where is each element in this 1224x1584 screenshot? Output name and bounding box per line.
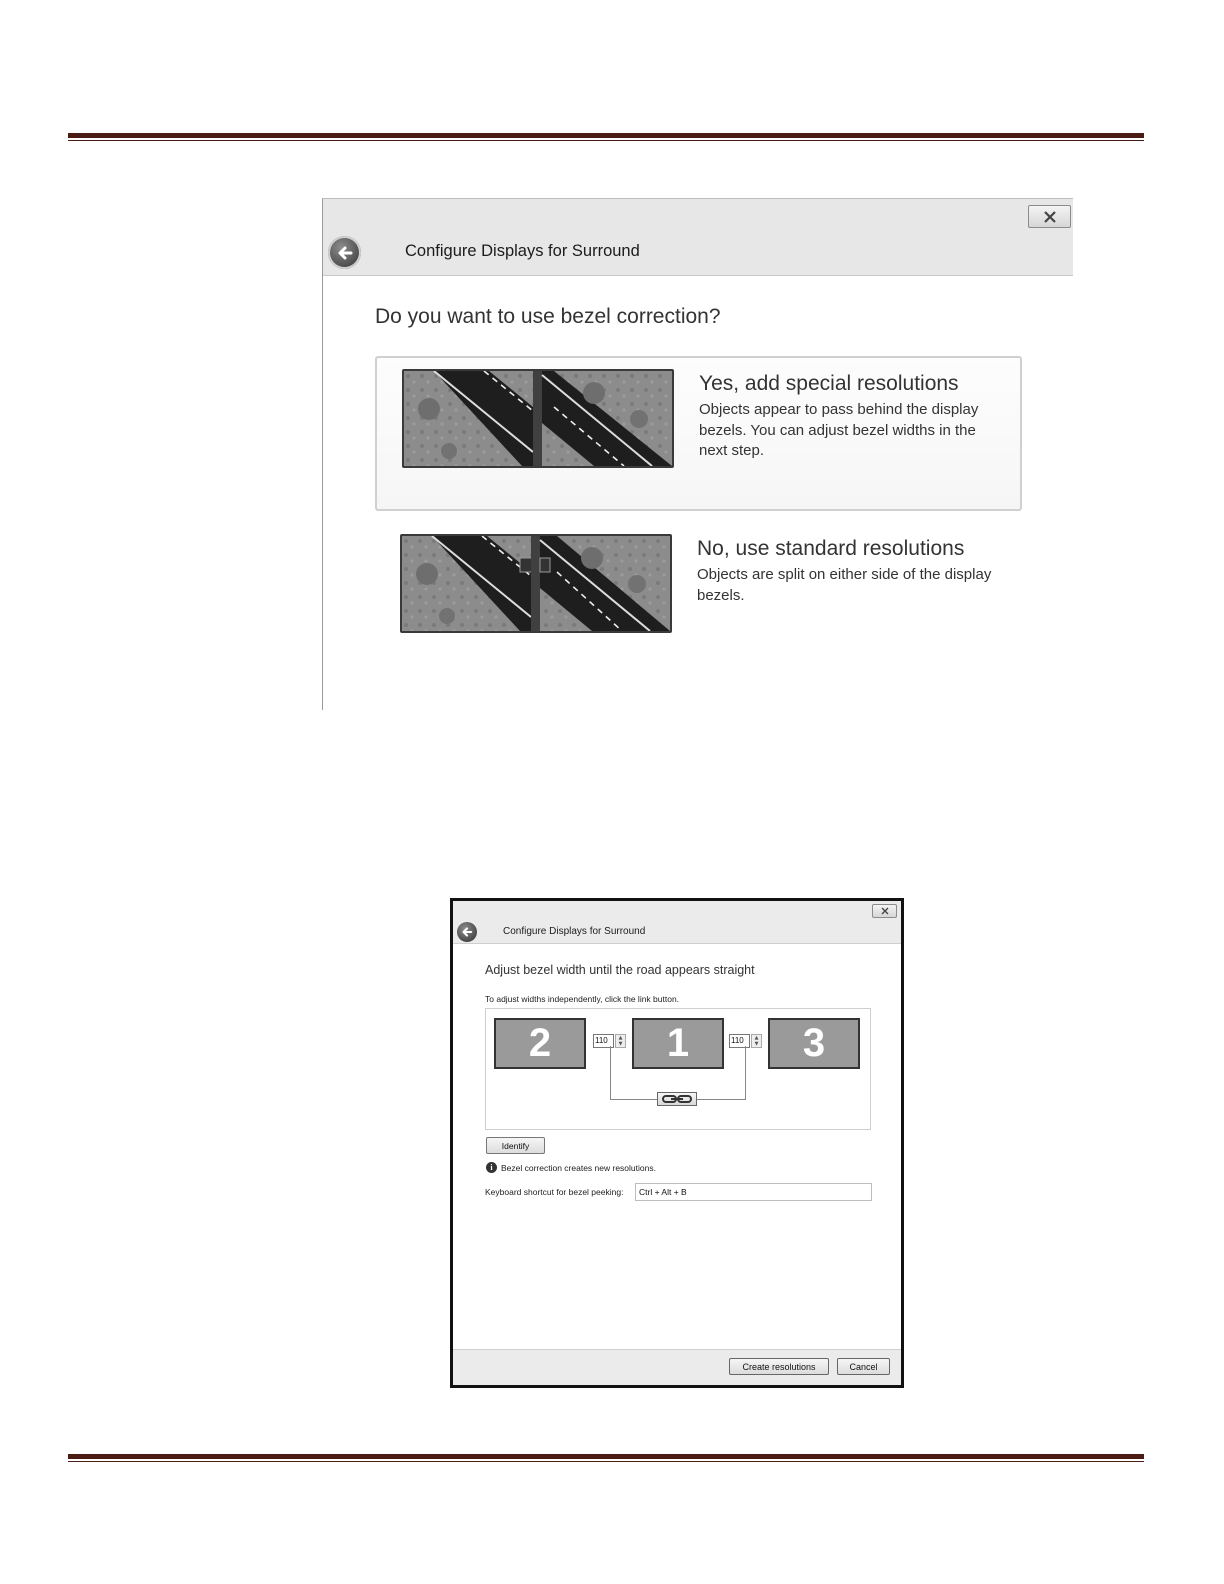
stepper-arrows-icon[interactable]: ▲ ▼ xyxy=(615,1034,626,1048)
stepper-arrows-icon[interactable]: ▲ ▼ xyxy=(751,1034,762,1048)
dialog-titlebar xyxy=(323,199,1073,276)
page-heading: Adjust bezel width until the road appears straight xyxy=(485,963,755,977)
close-button[interactable] xyxy=(872,904,897,918)
close-icon xyxy=(1042,211,1058,223)
option-yes-special-resolutions[interactable] xyxy=(375,356,1022,511)
close-icon xyxy=(880,907,890,915)
bezel-width-input[interactable]: 110 xyxy=(729,1034,750,1048)
back-arrow-icon xyxy=(460,925,474,939)
monitor-2[interactable]: 2 xyxy=(494,1018,586,1069)
dialog-titlebar xyxy=(453,901,901,944)
standard-preview-image xyxy=(400,534,672,633)
back-arrow-icon xyxy=(335,243,355,263)
option-description: Objects are split on either side of the display bezels. xyxy=(697,566,992,604)
bezel-correction-dialog xyxy=(322,198,1073,710)
link-hint-text: To adjust widths independently, click the link button. xyxy=(485,994,680,1004)
bezel-width-dialog xyxy=(450,898,904,1388)
back-button[interactable] xyxy=(457,922,477,942)
shortcut-label: Keyboard shortcut for bezel peeking: xyxy=(485,1187,624,1197)
bezel-width-input[interactable]: 110 xyxy=(593,1034,614,1048)
link-icon xyxy=(661,1094,693,1104)
option-title: No, use standard resolutions xyxy=(697,537,965,560)
bezel-corrected-preview-image xyxy=(402,369,674,468)
display-arrangement-panel xyxy=(485,1008,871,1130)
monitor-1[interactable]: 1 xyxy=(632,1018,724,1069)
dialog-title: Configure Displays for Surround xyxy=(503,926,646,937)
identify-button[interactable]: Identify xyxy=(486,1137,545,1154)
option-description: Objects appear to pass behind the display bezels. You can adjust bezel widths in the next step. xyxy=(699,401,979,459)
back-button[interactable] xyxy=(328,236,361,269)
link-button[interactable] xyxy=(657,1092,697,1106)
option-title: Yes, add special resolutions xyxy=(699,372,959,395)
monitor-3[interactable]: 3 xyxy=(768,1018,860,1069)
info-message xyxy=(486,1162,656,1173)
bezel-question: Do you want to use bezel correction? xyxy=(375,305,721,328)
header-rule xyxy=(68,133,1144,141)
create-resolutions-button[interactable]: Create resolutions xyxy=(729,1358,829,1375)
shortcut-input[interactable]: Ctrl + Alt + B xyxy=(635,1183,872,1201)
cancel-button[interactable]: Cancel xyxy=(837,1358,890,1375)
dialog-footer xyxy=(453,1349,901,1385)
footer-rule xyxy=(68,1454,1144,1462)
dialog-title: Configure Displays for Surround xyxy=(405,242,640,260)
info-text: Bezel correction creates new resolutions. xyxy=(501,1162,656,1173)
option-no-standard-resolutions[interactable] xyxy=(375,523,1022,678)
info-icon: i xyxy=(486,1162,497,1173)
close-button[interactable] xyxy=(1028,205,1071,228)
